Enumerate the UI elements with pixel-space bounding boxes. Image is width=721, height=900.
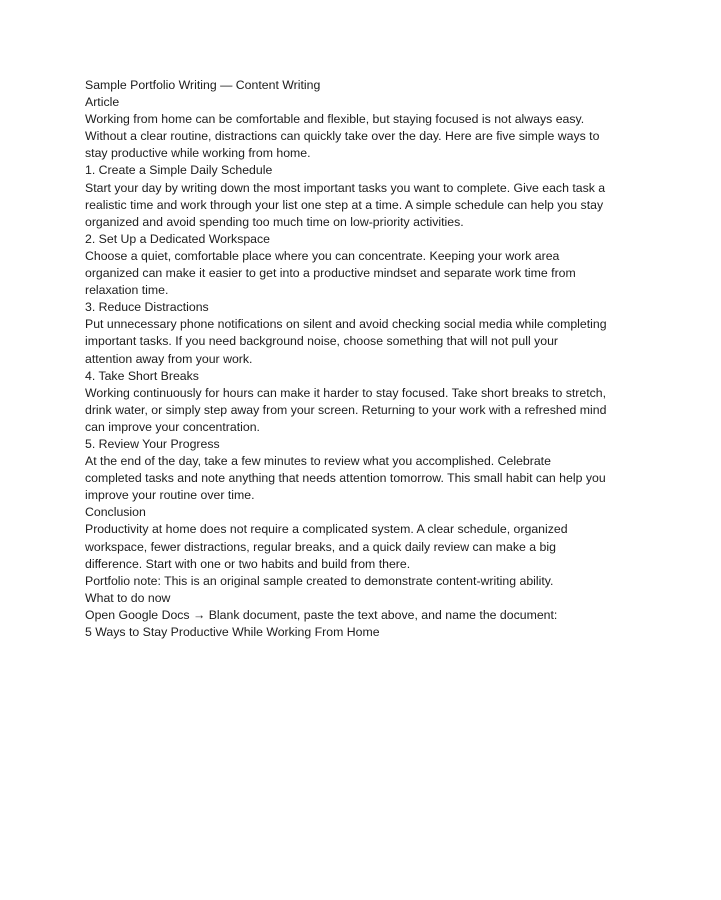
section-body-line: relaxation time. xyxy=(85,283,169,298)
section-body-line: completed tasks and note anything that needs attention tomorrow. This small habit can help you xyxy=(85,471,606,486)
instruction-line: Open Google Docs → Blank document, paste the text above, and name the document: xyxy=(85,607,558,622)
section-heading: 2. Set Up a Dedicated Workspace xyxy=(85,231,271,246)
section-body-line: Choose a quiet, comfortable place where you can concentrate. Keeping your work area xyxy=(85,248,560,263)
section-body-line: realistic time and work through your list one step at a time. A simple schedule can help you stay xyxy=(85,197,604,212)
conclusion-line: difference. Start with one or two habits and build from there. xyxy=(85,556,411,571)
section-body-line: organized can make it easier to get into a productive mindset and separate work time from xyxy=(85,266,576,281)
section-body-line: organized and avoid spending too much time on low-priority activities. xyxy=(85,214,464,229)
conclusion-heading: Conclusion xyxy=(85,505,146,520)
section-heading: 3. Reduce Distractions xyxy=(85,300,209,315)
document-page xyxy=(85,77,645,641)
section-heading: 4. Take Short Breaks xyxy=(85,368,199,383)
section-heading: 5. Review Your Progress xyxy=(85,436,220,451)
section-body-line: drink water, or simply step away from your screen. Returning to your work with a refreshed mind xyxy=(85,402,607,417)
section-body-line: improve your routine over time. xyxy=(85,488,255,503)
section-heading: 1. Create a Simple Daily Schedule xyxy=(85,163,273,178)
conclusion-line: workspace, fewer distractions, regular breaks, and a quick daily review can make a big xyxy=(85,539,556,554)
intro-line: Working from home can be comfortable and flexible, but staying focused is not always easy. xyxy=(85,112,585,127)
document-header: Sample Portfolio Writing — Content Writing xyxy=(85,78,321,92)
section-body-line: Working continuously for hours can make it harder to stay focused. Take short breaks to stretch, xyxy=(85,385,607,400)
conclusion-line: Productivity at home does not require a complicated system. A clear schedule, organized xyxy=(85,522,568,537)
article-label: Article xyxy=(85,95,120,110)
intro-line: stay productive while working from home. xyxy=(85,146,311,161)
section-body-line: At the end of the day, take a few minutes to review what you accomplished. Celebrate xyxy=(85,454,551,469)
section-body-line: important tasks. If you need background noise, choose something that will not pull your xyxy=(85,334,559,349)
what-to-do-heading: What to do now xyxy=(85,590,171,605)
section-body-line: Start your day by writing down the most important tasks you want to complete. Give each task a xyxy=(85,180,606,195)
section-body-line: attention away from your work. xyxy=(85,351,253,366)
document-title-line: 5 Ways to Stay Productive While Working From Home xyxy=(85,625,380,639)
section-body-line: Put unnecessary phone notifications on silent and avoid checking social media while completing xyxy=(85,317,607,332)
intro-line: Without a clear routine, distractions can quickly take over the day. Here are five simple ways to xyxy=(85,129,600,144)
portfolio-note: Portfolio note: This is an original sample created to demonstrate content-writing ability. xyxy=(85,573,554,588)
section-body-line: can improve your concentration. xyxy=(85,419,260,434)
